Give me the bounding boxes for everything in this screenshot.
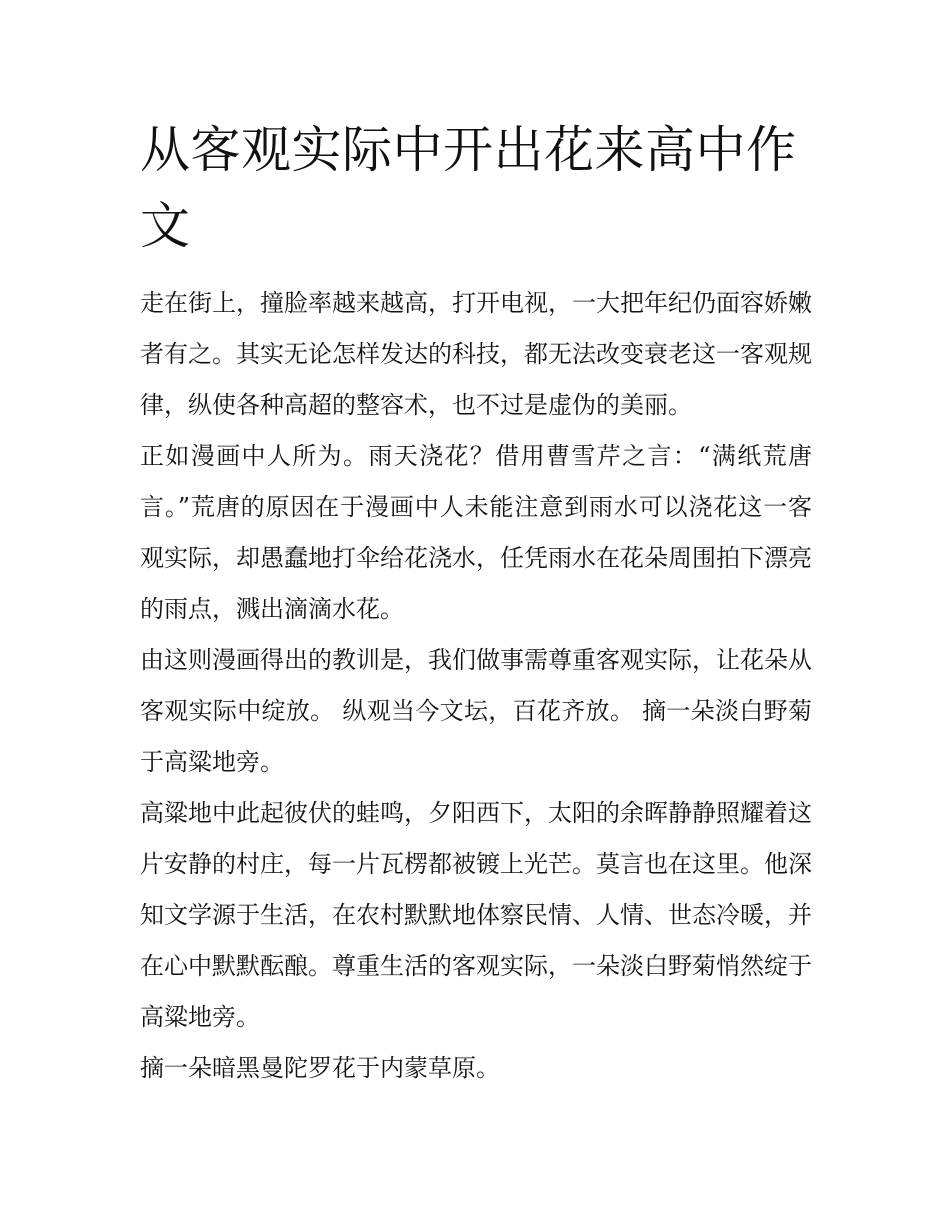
document-title: 从客观实际中开出花来高中作文	[140, 121, 797, 255]
paragraph: 正如漫画中人所为。雨天浇花？借用曹雪芹之言：“满纸荒唐言。”荒唐的原因在于漫画中人未能注意到雨水可以浇花这一客观实际，却愚蠢地打伞给花浇水，任凭雨水在花朵周围拍下漂亮的雨点，溅出滴滴水花。	[140, 442, 812, 623]
paragraph: 走在街上，撞脸率越来越高，打开电视，一大把年纪仍面容娇嫩者有之。其实无论怎样发达的科技，都无法改变衰老这一客观规律，纵使各种高超的整容术，也不过是虚伪的美丽。	[140, 289, 812, 419]
paragraph: 由这则漫画得出的教训是，我们做事需尊重客观实际，让花朵从客观实际中绽放。 纵观当今文坛，百花齐放。 摘一朵淡白野菊于高粱地旁。	[140, 646, 812, 776]
paragraph: 摘一朵暗黑曼陀罗花于内蒙草原。	[140, 1054, 500, 1082]
document-body	[140, 278, 812, 1094]
paragraph: 高粱地中此起彼伏的蛙鸣，夕阳西下，太阳的余晖静静照耀着这片安静的村庄，每一片瓦楞都被镀上光芒。莫言也在这里。他深知文学源于生活，在农村默默地体察民情、人情、世态冷暖，并在心中默默酝酿。尊重生活的客观实际，一朵淡白野菊悄然绽于高粱地旁。	[140, 799, 812, 1031]
